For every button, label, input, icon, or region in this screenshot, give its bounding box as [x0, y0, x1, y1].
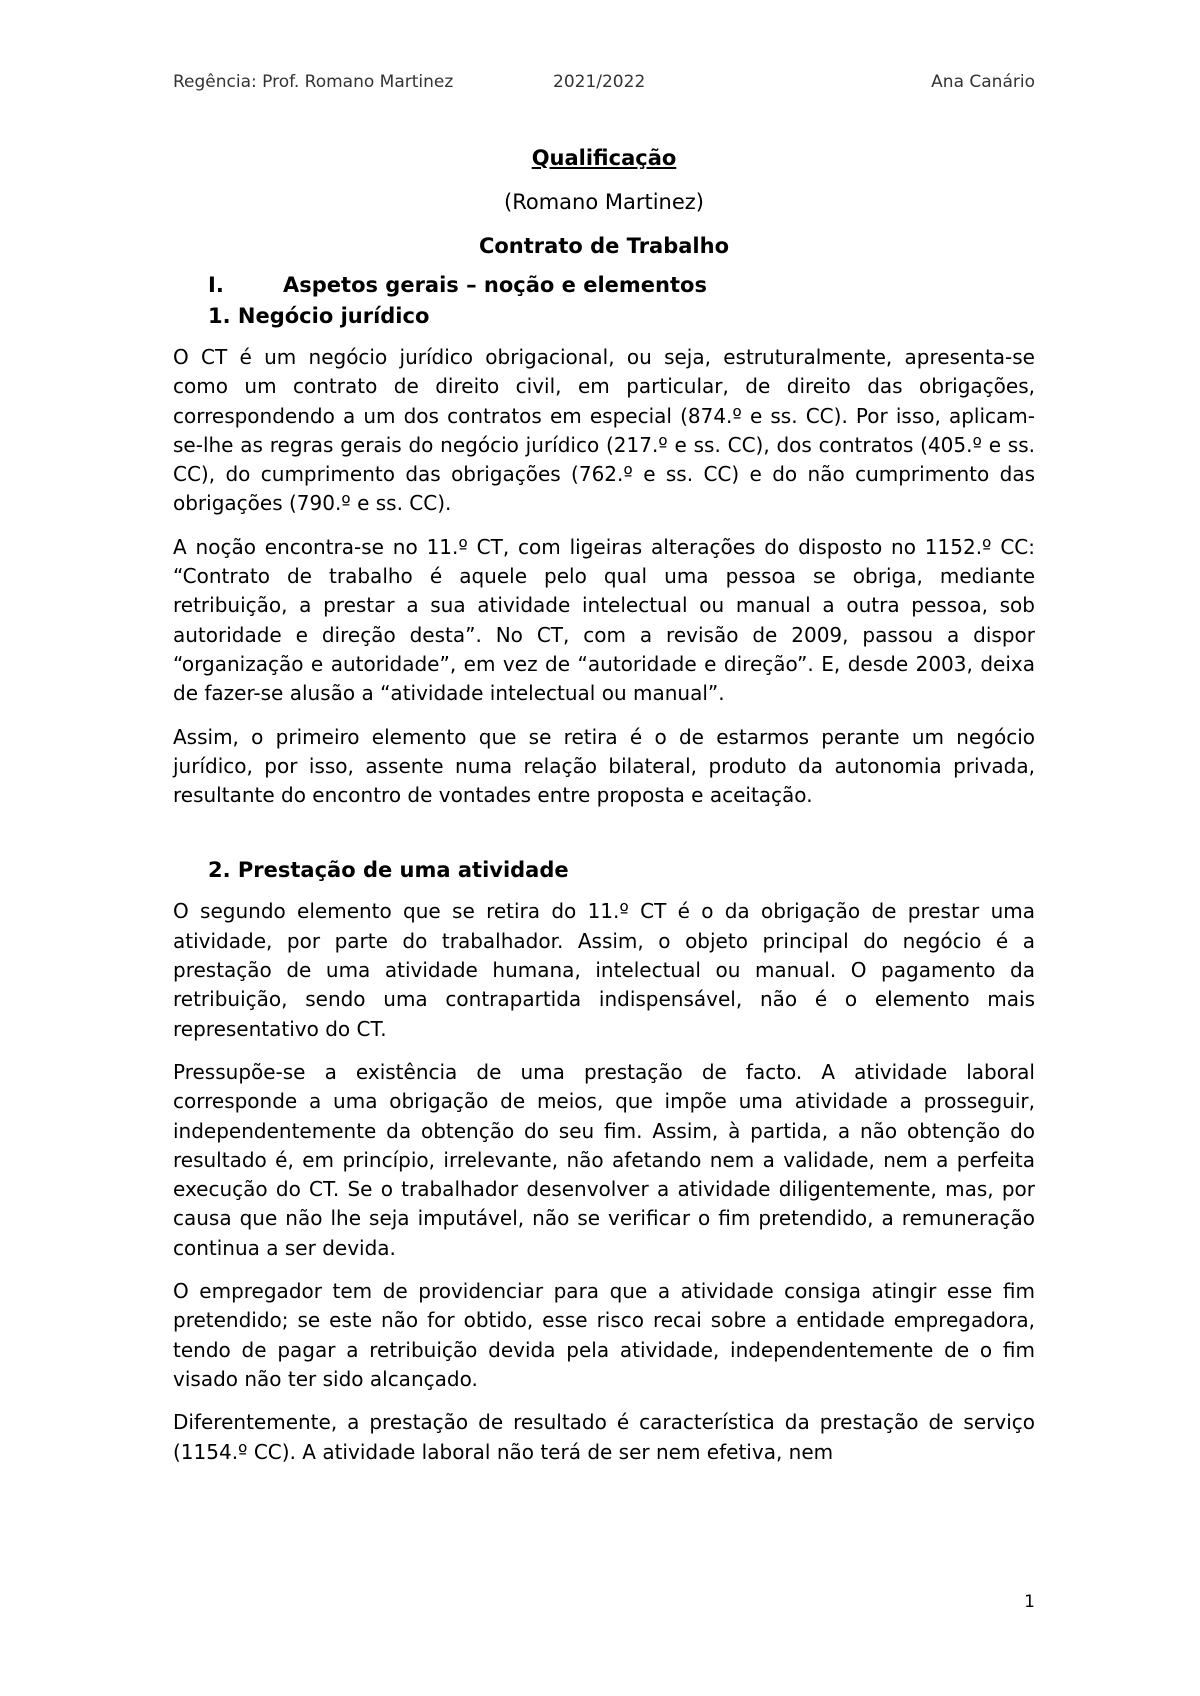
document-author: (Romano Martinez)	[504, 190, 704, 214]
page-header	[173, 72, 1035, 96]
paragraph: Pressupõe-se a existência de uma prestação de facto. A atividade laboral corresponde a uma obrigação de meios, que impõe uma atividade a prosseguir, independentemente da obtenção do seu fim. Assim, à partida, a não obtenção do resultado é, em princípio, irrelevante, não afetando nem a validade, nem a perfeita execução do CT. Se o trabalhador desenvolver a atividade diligentemente, mas, por causa que não lhe seja imputável, não se verificar o fim pretendido, a remuneração continua a ser devida.	[173, 1059, 1035, 1260]
paragraph: Assim, o primeiro elemento que se retira é o de estarmos perante um negócio jurídico, por isso, assente numa relação bilateral, produto da autonomia privada, resultante do encontro de vontades entre proposta e aceitação.	[173, 724, 1035, 808]
part-label: Aspetos gerais – noção e elementos	[283, 273, 707, 297]
section-heading-2: 2. Prestação de uma atividade	[208, 858, 569, 883]
document-subtitle: Contrato de Trabalho	[478, 234, 730, 258]
paragraph: Diferentemente, a prestação de resultado é característica da prestação de serviço (1154.º CC). A atividade laboral não terá de ser nem efetiva, nem	[173, 1410, 1035, 1464]
paragraph: O CT é um negócio jurídico obrigacional, ou seja, estruturalmente, apresenta-se como um contrato de direito civil, em particular, de direito das obrigações, correspondendo a um dos contratos em especial (874.º e ss. CC). Por isso, aplicam-se-lhe as regras gerais do negócio jurídico (217.º e ss. CC), dos contratos (405.º e ss. CC), do cumprimento das obrigações (762.º e ss. CC) e do não cumprimento das obrigações (790.º e ss. CC).	[173, 345, 1035, 516]
paragraph: O empregador tem de providenciar para que a atividade consiga atingir esse fim pretendido; se este não for obtido, esse risco recai sobre a entidade empregadora, tendo de pagar a retribuição devida pela atividade, independentemente de o fim visado não ter sido alcançado.	[173, 1279, 1035, 1391]
document-body	[173, 143, 1035, 1481]
paragraph: A noção encontra-se no 11.º CT, com ligeiras alterações do disposto no 1152.º CC: “Contrato de trabalho é aquele pelo qual uma pessoa se obriga, mediante retribuição, a prestar a sua atividade intelectual ou manual a outra pessoa, sob autoridade e direção desta”. No CT, com a revisão de 2009, passou a dispor “organização e autoridade”, em vez de “autoridade e direção”. E, desde 2003, deixa de fazer-se alusão a “atividade intelectual ou manual”.	[173, 534, 1035, 706]
document-title: Qualificação	[531, 146, 677, 170]
part-number: I.	[208, 273, 224, 297]
header-author: Ana Canário	[931, 72, 1035, 92]
section-heading-1: 1. Negócio jurídico	[208, 304, 430, 328]
header-course: Regência: Prof. Romano Martinez	[173, 72, 454, 92]
page-number: 1	[1024, 1592, 1035, 1612]
part-heading	[208, 271, 1035, 300]
paragraph: O segundo elemento que se retira do 11.º CT é o da obrigação de prestar uma atividade, por parte do trabalhador. Assim, o objeto principal do negócio é a prestação de uma atividade humana, intelectual ou manual. O pagamento da retribuição, sendo uma contrapartida indispensável, não é o elemento mais representativo do CT.	[173, 899, 1035, 1041]
header-year: 2021/2022	[553, 72, 646, 92]
